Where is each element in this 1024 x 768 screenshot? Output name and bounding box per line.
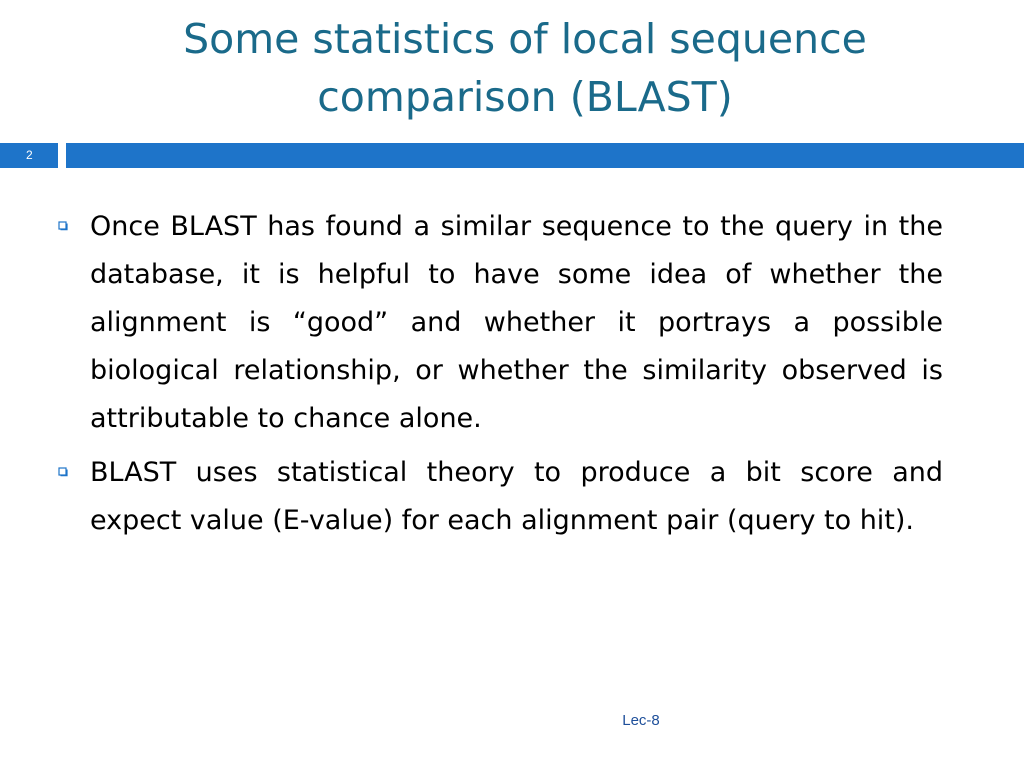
slide-number-box bbox=[0, 143, 58, 168]
bullet-item bbox=[58, 203, 943, 443]
bullet-item bbox=[58, 449, 943, 545]
footer-label: Lec-8 bbox=[622, 712, 660, 729]
bullet-text: BLAST uses statistical theory to produce a bit score and expect value (E-value) for each alignment pair (query to hit). bbox=[90, 457, 943, 536]
header-accent-bar bbox=[0, 143, 1024, 168]
bullet-text: Once BLAST has found a similar sequence to the query in the database, it is helpful to have some idea of whether the alignment is “good” and whether it portrays a possible biological relationship, or whether the similarity observed is attributable to chance alone. bbox=[90, 211, 943, 434]
hollow-square-bullet-icon bbox=[58, 467, 68, 477]
bullet-list bbox=[58, 203, 943, 551]
accent-bar bbox=[66, 143, 1024, 168]
slide-number: 2 bbox=[26, 148, 33, 162]
slide-title: Some statistics of local sequence comparison (BLAST) bbox=[183, 15, 867, 121]
hollow-square-bullet-icon bbox=[58, 221, 68, 231]
